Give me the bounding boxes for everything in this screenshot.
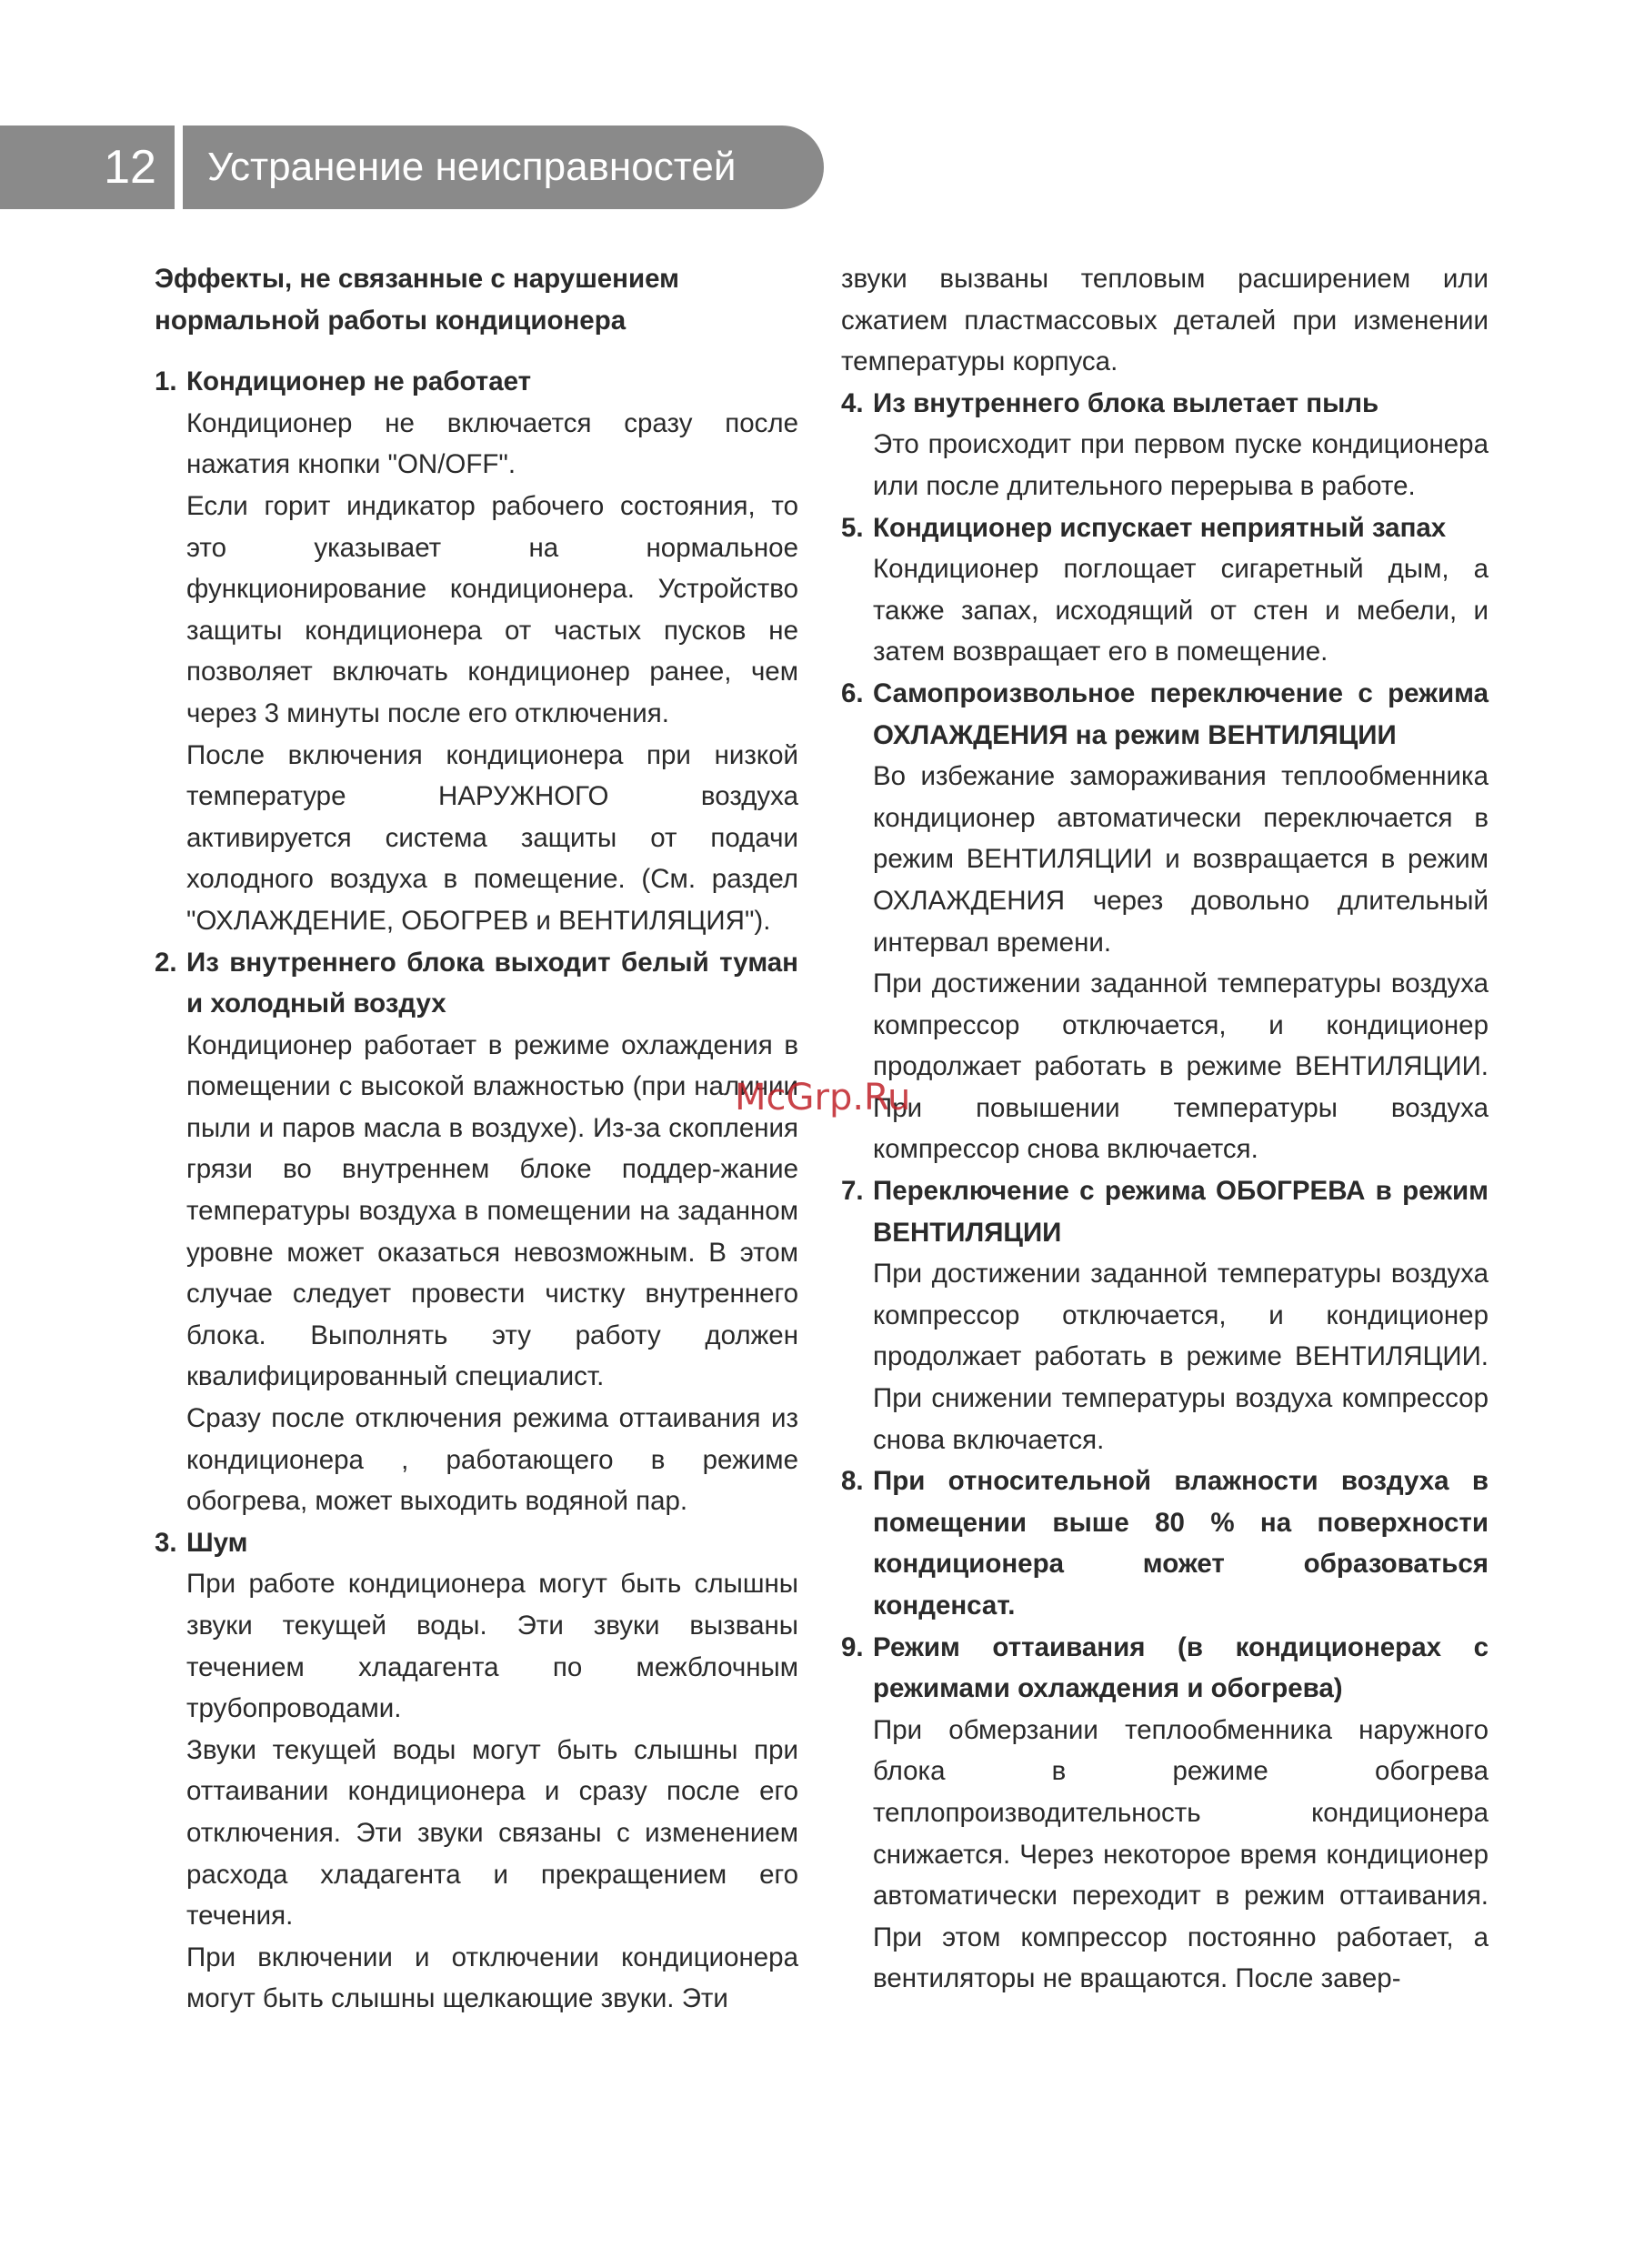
section-paragraph: При включении и отключении кондиционера могут быть слышны щелкающие звуки. Эти [186, 1942, 798, 2014]
section-title: Переключение с режима ОБОГРЕВА в режим ВЕНТИЛЯЦИИ [873, 1176, 1489, 1248]
section-paragraph: После включения кондиционера при низкой температуре НАРУЖНОГО воздуха активируется система защиты от подачи холодного воздуха в помещение. (См. раздел "ОХЛАЖДЕНИЕ, ОБОГРЕВ и ВЕНТИЛЯЦИЯ"). [186, 739, 798, 936]
page-title: Устранение неисправностей [207, 145, 737, 189]
section-8 [841, 1460, 1489, 1626]
section-heading [841, 1170, 1489, 1253]
left-column [155, 258, 798, 2020]
section-paragraph: Во избежание замораживания теплообменника кондиционер автоматически переключается в режим ВЕНТИЛЯЦИИ и возвращается в режим ОХЛАЖДЕНИЯ через довольно длительный интервал времени. [873, 761, 1489, 958]
section-number: 4. [841, 387, 864, 418]
section-7 [841, 1170, 1489, 1460]
section-4 [841, 383, 1489, 507]
section-number: 9. [841, 1631, 864, 1662]
section-heading [841, 1460, 1489, 1626]
section-5 [841, 507, 1489, 673]
section-paragraph: При достижении заданной температуры воздуха компрессор отключается, и кондиционер продолжает работать в режиме ВЕНТИЛЯЦИИ. При снижении температуры воздуха компрессор снова включается. [873, 1259, 1489, 1455]
section-6 [841, 673, 1489, 1170]
intro-heading: Эффекты, не связанные с нарушением нормальной работы кондиционера [155, 264, 679, 336]
left-sections [155, 361, 798, 2020]
section-paragraph: Сразу после отключения режима оттаивания из кондиционера , работающего в режиме обогрева, может выходить водяной пар. [186, 1403, 798, 1517]
section-paragraph: При работе кондиционера могут быть слышны звуки текущей воды. Эти звуки вызваны течением хладагента по межблочным трубопроводами. [186, 1569, 798, 1724]
section-3 [155, 1522, 798, 2020]
section-heading [841, 507, 1489, 549]
section-number: 1. [155, 366, 177, 397]
section-title: Шум [186, 1527, 248, 1558]
continuation-paragraph: звуки вызваны тепловым расширением или сжатием пластмассовых деталей при изменении температуры корпуса. [841, 264, 1489, 377]
section-9 [841, 1627, 1489, 2000]
section-heading [155, 361, 798, 403]
section-1 [155, 361, 798, 941]
section-title: Из внутреннего блока вылетает пыль [873, 387, 1379, 418]
header-divider [175, 125, 183, 209]
section-title: Кондиционер испускает неприятный запах [873, 512, 1447, 543]
section-title: Кондиционер не работает [186, 366, 532, 397]
section-number: 2. [155, 947, 177, 978]
section-number: 8. [841, 1466, 864, 1497]
section-2 [155, 942, 798, 1522]
section-paragraph: Это происходит при первом пуске кондиционера или после длительного перерыва в работе. [873, 429, 1489, 501]
right-column [841, 258, 1489, 2000]
section-paragraph: Звуки текущей воды могут быть слышны при оттаивании кондиционера и сразу после его отключения. Эти звуки связаны с изменением расхода хладагента и прекращением его течения. [186, 1734, 798, 1932]
section-number: 7. [841, 1176, 864, 1207]
section-paragraph: Кондиционер работает в режиме охлаждения в помещении с высокой влажностью (при наличии пыли и паров масла в воздухе). Из-за скопления грязи во внутреннем блоке поддер-жание температуры воздуха в помещении на заданном уровне может оказаться невозможным. В этом случае следует провести чистку внутреннего блока. Выполнять эту работу должен квалифицированный специалист. [186, 1029, 798, 1392]
section-number: 5. [841, 512, 864, 543]
right-sections [841, 383, 1489, 2000]
section-title: Из внутреннего блока выходит белый туман и холодный воздух [186, 947, 798, 1019]
section-heading [155, 1522, 798, 1564]
section-paragraph: Кондиционер поглощает сигаретный дым, а также запах, исходящий от стен и мебели, и затем возвращает его в помещение. [873, 554, 1489, 667]
section-paragraph: Кондиционер не включается сразу после нажатия кнопки "ON/OFF". [186, 407, 798, 480]
section-heading [841, 673, 1489, 756]
section-heading [841, 383, 1489, 425]
section-paragraph: При достижении заданной температуры воздуха компрессор отключается, и кондиционер продолжает работать в режиме ВЕНТИЛЯЦИИ. При повышении температуры воздуха компрессор снова включается. [873, 968, 1489, 1165]
section-number: 3. [155, 1527, 177, 1558]
page-number: 12 [104, 141, 156, 194]
section-paragraph: Если горит индикатор рабочего состояния, то это указывает на нормальное функционирование кондиционера. Устройство защиты кондиционера от частых пусков не позволяет включать кондиционер ранее, чем через 3 минуты после его отключения. [186, 490, 798, 728]
section-title: Режим оттаивания (в кондиционерах с режимами охлаждения и обогрева) [873, 1631, 1489, 1704]
section-paragraph: При обмерзании теплообменника наружного блока в режиме обогрева теплопроизводительность кондиционера снижается. Через некоторое время кондиционер автоматически переходит в режим оттаивания. При этом компрессор постоянно работает, а вентиляторы не вращаются. После завер- [873, 1714, 1489, 1994]
watermark: McGrp.Ru [735, 1077, 911, 1119]
section-heading [841, 1627, 1489, 1710]
section-number: 6. [841, 677, 864, 708]
section-heading [155, 942, 798, 1025]
section-title: При относительной влажности воздуха в помещении выше 80 % на поверхности кондиционера может образоваться конденсат. [873, 1466, 1489, 1621]
section-title: Самопроизвольное переключение с режима ОХЛАЖДЕНИЯ на режим ВЕНТИЛЯЦИИ [873, 677, 1489, 750]
